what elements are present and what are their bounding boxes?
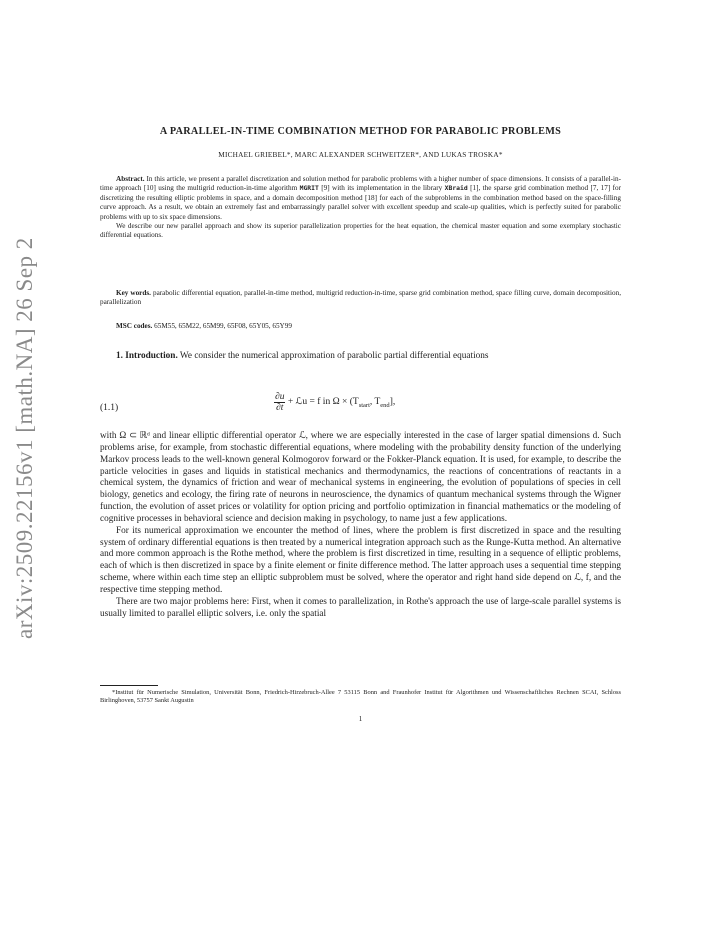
keywords-paragraph [100,289,621,308]
body-paragraph-1: with Ω ⊂ ℝᵈ and linear elliptic differential operator ℒ, where we are especially interested in the case of larger spatial dimensions d. Such problems arise, for example, from stochastic differential equations, where modeling with the probability density function of the underlying Markov process leads to the well-known general Kolmogorov forward or the Fokker-Planck equation. It is used, for example, to describe the particle velocities in gases and liquids in statistical mechanics and thermodynamics, the reactions of concentrations of reactants in a chemical system, the dynamics of friction and wear of mechanical systems in engineering, the evolution of populations of species in cell biology, genetics and ecology, the firing rate of neurons in neuroscience, the dynamics of quantum mechanical systems through the Wigner function, the evolution of asset prices or volatility for option pricing and portfolio optimization in financial mathematics or the modeling of cognitive processes in behavioral science and decision making in psychology, to name just a few applications. [100,431,622,524]
abstract-paragraph-2: We describe our new parallel approach and show its superior parallelization properties for the heat equation, the chemical master equation and some exemplary stochastic differential equations. [100,222,621,240]
equation-1-1 [100,392,621,426]
paper-title: A PARALLEL-IN-TIME COMBINATION METHOD FOR PARABOLIC PROBLEMS [159,126,562,137]
introduction-lead [100,351,621,363]
body-paragraph-3: There are two major problems here: First, when it comes to parallelization, in Rothe's approach the use of large-scale parallel systems is usually limited to parallel elliptic solvers, i.e. only the spatial [100,596,621,619]
mgrit-code: MGRIT [299,184,319,193]
arxiv-stamp-text: arXiv:2509.22156v1 [math.NA] 26 Sep 2025 [12,239,37,639]
keywords [100,289,621,308]
equation-rhs [288,396,395,409]
introduction-section [100,351,621,363]
fraction-numerator: ∂u [275,392,285,402]
fraction-denominator: ∂t [276,403,284,413]
body-paragraph-2: For its numerical approximation we encounter the method of lines, where the problem is first discretized in space and the resulting system of ordinary differential equations is then treated by a numerical integration approach such as the Runge-Kutta method. An alternative and more common approach is the Rothe method, where the problem is first discretized in time, resulting in a sequence of elliptic problems, each of which is then discretized in space by a finite element or finite difference method. The latter approach uses a sequential time stepping scheme, where within each time step an elliptic subproblem must be solved, where the operator and right hand side depend on ℒ, f, and the respective time stepping method. [100,525,621,595]
equation-text: + ℒu = f in Ω × (T [287,397,359,408]
keywords-heading: Key words. [116,289,151,297]
abstract-heading: Abstract. [116,175,145,183]
footnote: *Institut für Numerische Simulation, Universität Bonn, Friedrich-Hirzebruch-Allee 7 53115 Bonn and Fraunhofer Institut für Algorithmen und Wissenschaftliches Rechnen SCAI, Schloss Birlinghoven, 53757 Sankt Augustin [100,689,621,705]
abstract-paragraph-1 [100,175,621,222]
introduction-lead-text: We consider the numerical approximation of parabolic partial differential equations [179,351,489,361]
msc-text: 65M55, 65M22, 65M99, 65F08, 65Y05, 65Y99 [154,322,292,330]
equation-text: , T [369,397,381,408]
subscript-start: start [358,401,370,409]
abstract [100,175,621,241]
section-heading: 1. Introduction. [116,351,178,361]
abstract-text: In this article, we present a parallel discretization and solution method for parabolic problems with a higher number of space dimensions. It consists of a parallel-in-time approach [10] using the multigrid reduction-in-time algorithm [100,175,622,193]
msc-heading: MSC codes. [116,322,153,330]
equation-text: ], [389,397,396,408]
equation-number: (1.1) [100,403,119,413]
main-text [100,431,621,621]
author-list: MICHAEL GRIEBEL*, MARC ALEXANDER SCHWEITZER*, AND LUKAS TROSKA* [218,150,503,159]
keywords-text: parabolic differential equation, parallel-in-time method, multigrid reduction-in-time, sparse grid combination method, space filling curve, domain decomposition, parallelization [100,289,621,307]
abstract-text: [1], the sparse grid combination method [7, 17] for discretizing the resulting elliptic problems in space, and a domain decomposition method [18] for each of the subproblems in the combination method based on the space-filling curve approach. As a result, we obtain an extremely fast and embarrassingly parallel solver with excellent speedup and scale-up qualities, which is perfectly suited for parabolic problems with up to six space dimensions. [100,184,622,221]
msc-codes [116,322,621,331]
footnote-rule [100,685,158,686]
xbraid-code: XBraid [444,184,468,193]
equation-body [274,392,395,413]
equation-fraction [274,392,285,413]
arxiv-stamp [8,239,40,639]
abstract-text: [9] with its implementation in the library [318,184,445,193]
subscript-end: end [380,401,390,409]
page-number: 1 [358,715,363,723]
